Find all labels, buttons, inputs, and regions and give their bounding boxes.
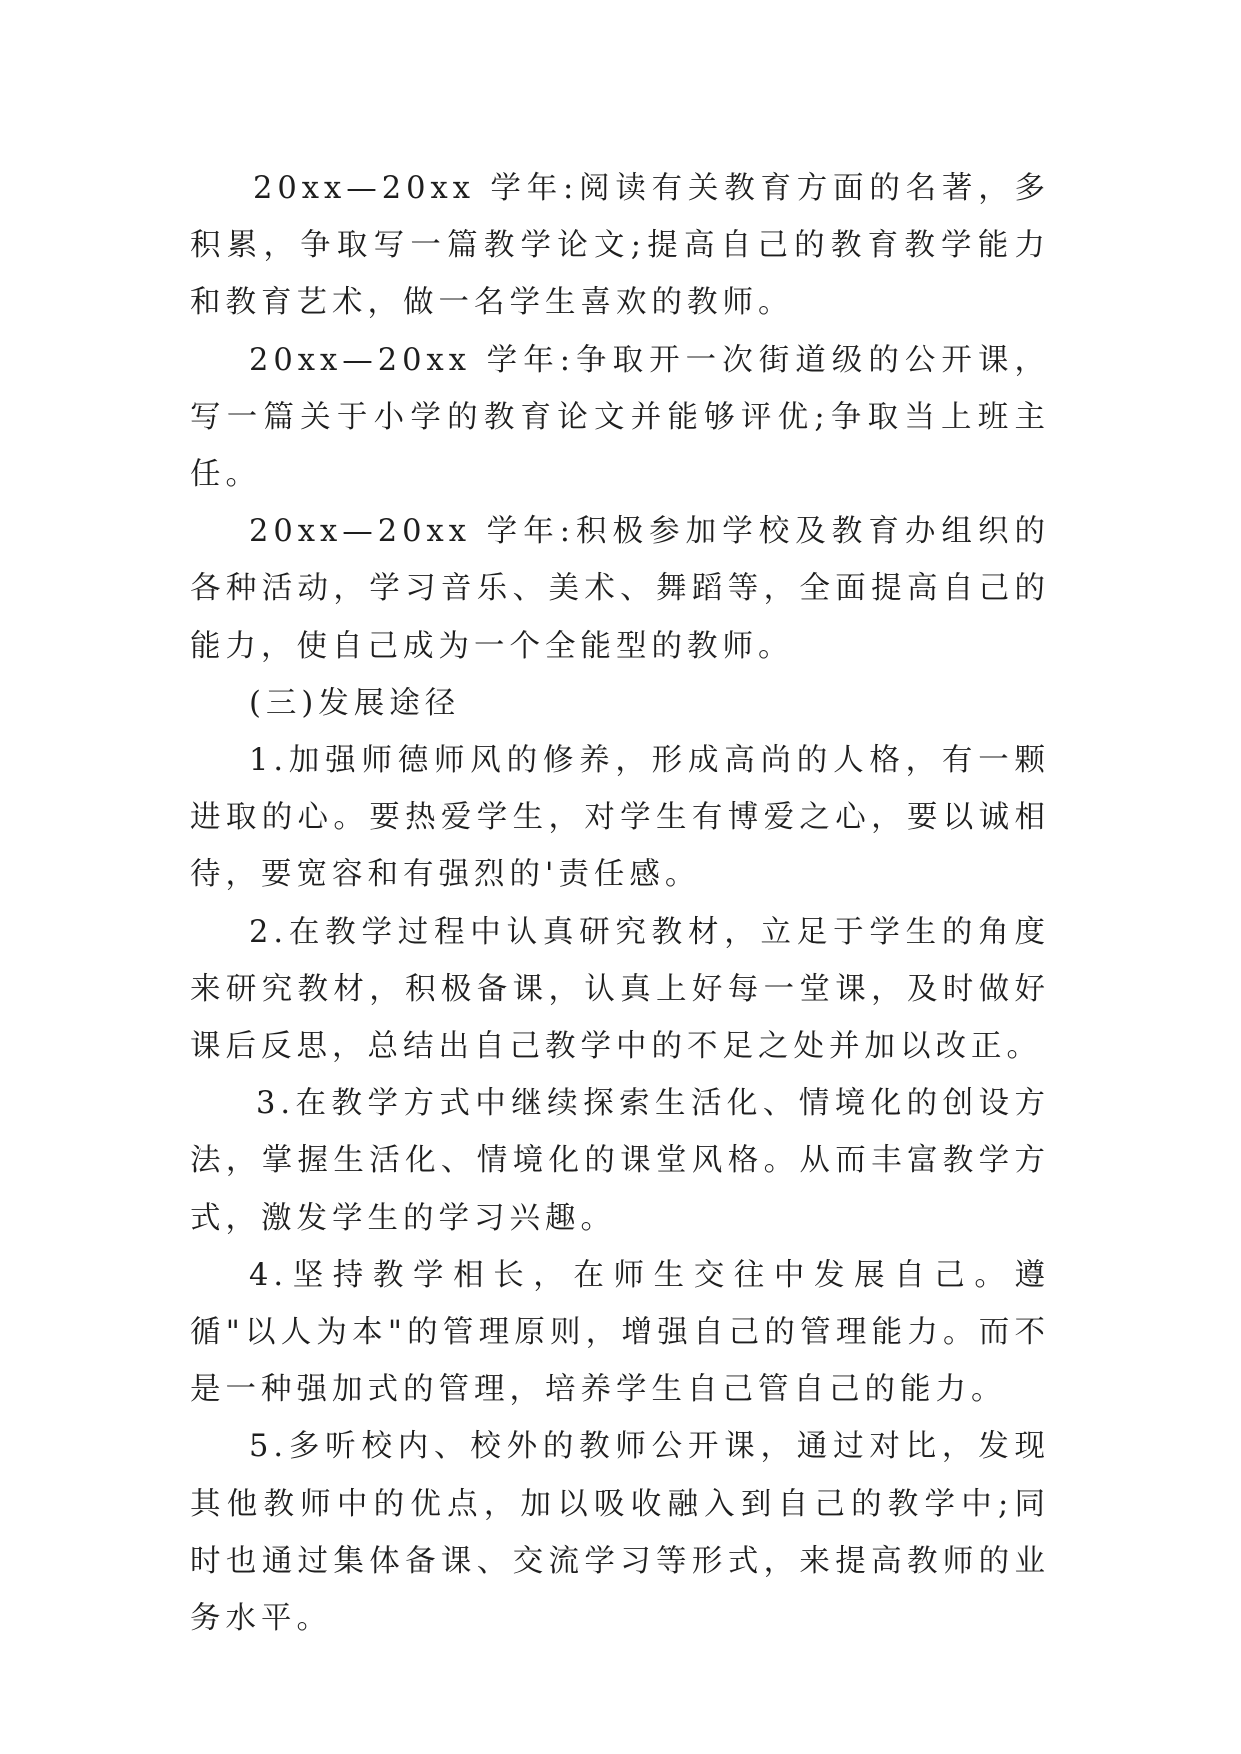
paragraph-item-5: 5.多听校内、校外的教师公开课，通过对比，发现其他教师中的优点，加以吸收融入到自己的教学中;同时也通过集体备课、交流学习等形式，来提高教师的业务水平。 — [190, 1429, 1050, 1637]
section-heading: (三)发展途径 — [249, 685, 461, 721]
paragraph-plan-year-2: 20xx—20xx 学年:争取开一次街道级的公开课，写一篇关于小学的教育论文并能够评优;争取当上班主任。 — [190, 342, 1050, 493]
paragraph-plan-year-1: 20xx—20xx 学年:阅读有关教育方面的名著，多积累，争取写一篇教学论文;提高自己的教育教学能力和教育艺术，做一名学生喜欢的教师。 — [190, 171, 1050, 321]
paragraph-item-1: 1.加强师德师风的修养，形成高尚的人格，有一颗进取的心。要热爱学生，对学生有博爱之心，要以诚相待，要宽容和有强烈的'责任感。 — [190, 743, 1050, 893]
paragraph-plan-year-3: 20xx—20xx 学年:积极参加学校及教育办组织的各种活动，学习音乐、美术、舞蹈等，全面提高自己的能力，使自己成为一个全能型的教师。 — [190, 514, 1050, 664]
paragraph-item-3: 3.在教学方式中继续探索生活化、情境化的创设方法，掌握生活化、情境化的课堂风格。从而丰富教学方式，激发学生的学习兴趣。 — [190, 1086, 1050, 1236]
paragraph-item-4: 4.坚持教学相长，在师生交往中发展自己。遵循"以人为本"的管理原则，增强自己的管理能力。而不是一种强加式的管理，培养学生自己管自己的能力。 — [190, 1257, 1050, 1408]
paragraph-item-2: 2.在教学过程中认真研究教材，立足于学生的角度来研究教材，积极备课，认真上好每一堂课，及时做好课后反思，总结出自己教学中的不足之处并加以改正。 — [190, 914, 1050, 1065]
document-body — [190, 160, 1050, 1647]
